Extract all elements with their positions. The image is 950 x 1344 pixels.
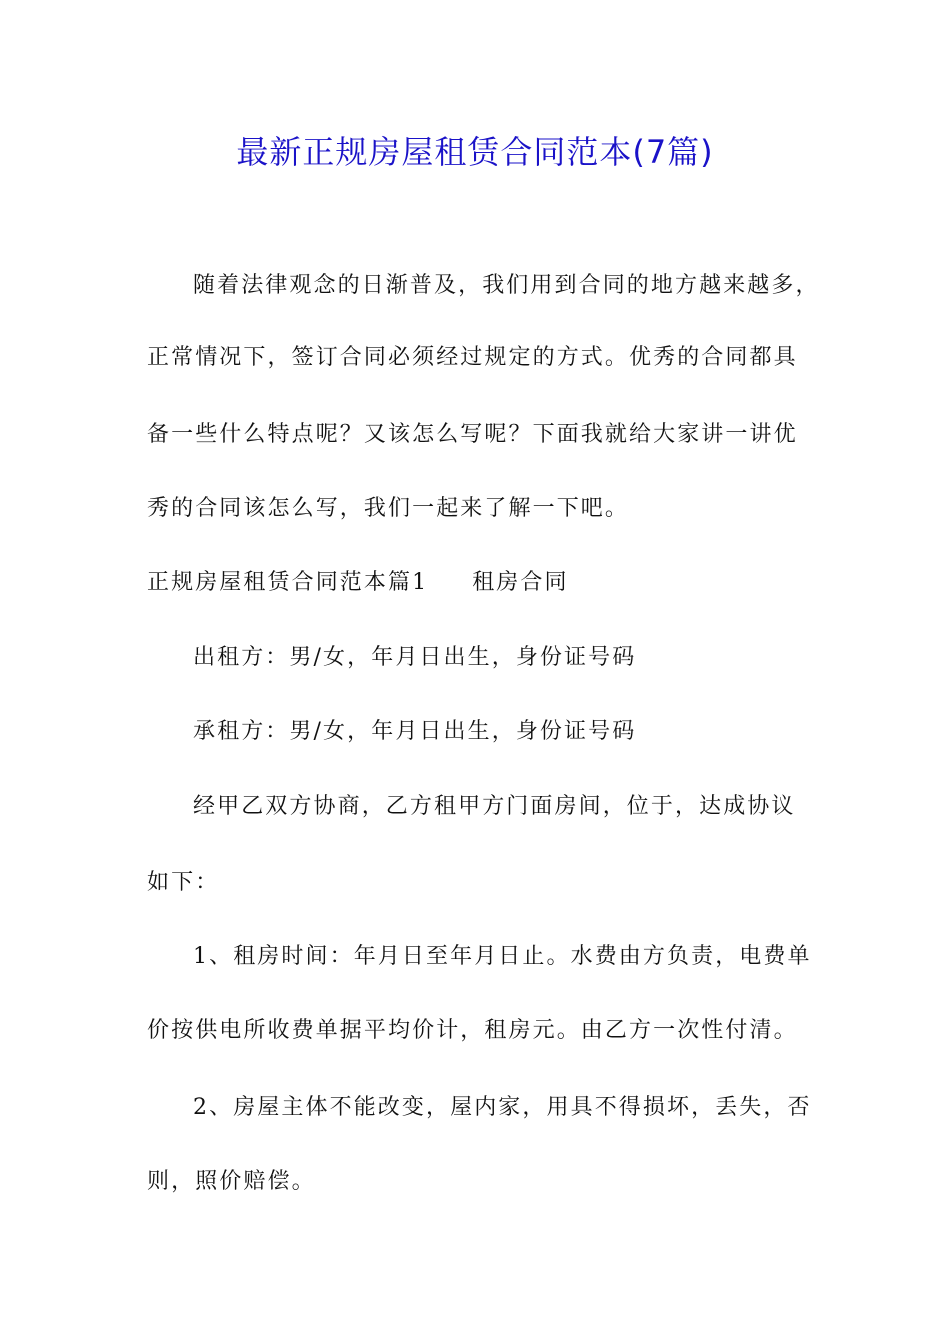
intro-line-2: 正常情况下，签订合同必须经过规定的方式。优秀的合同都具	[147, 345, 798, 370]
intro-line-1: 随着法律观念的日渐普及，我们用到合同的地方越来越多，	[193, 273, 820, 298]
lessee-line: 承租方：男/女，年月日出生，身份证号码	[193, 719, 637, 744]
section-heading-line	[147, 567, 569, 599]
agreement-line-1: 经甲乙双方协商，乙方租甲方门面房间，位于，达成协议	[193, 794, 796, 819]
lessor-line: 出租方：男/女，年月日出生，身份证号码	[193, 645, 637, 670]
document-title: 最新正规房屋租赁合同范本(7篇)	[236, 133, 714, 171]
clause2-line-2: 则，照价赔偿。	[147, 1169, 316, 1194]
clause2-line-1: 2、房屋主体不能改变，屋内家，用具不得损坏，丢失，否	[193, 1095, 812, 1120]
section-heading: 正规房屋租赁合同范本篇1	[147, 570, 429, 595]
contract-title: 租房合同	[472, 570, 569, 595]
intro-line-3: 备一些什么特点呢？又该怎么写呢？下面我就给大家讲一讲优	[147, 422, 798, 447]
intro-line-4: 秀的合同该怎么写，我们一起来了解一下吧。	[147, 496, 630, 521]
clause1-line-1: 1、租房时间：年月日至年月日止。水费由方负责，电费单	[193, 944, 812, 969]
agreement-line-2: 如下：	[147, 870, 220, 895]
clause1-line-2: 价按供电所收费单据平均价计，租房元。由乙方一次性付清。	[147, 1018, 798, 1043]
